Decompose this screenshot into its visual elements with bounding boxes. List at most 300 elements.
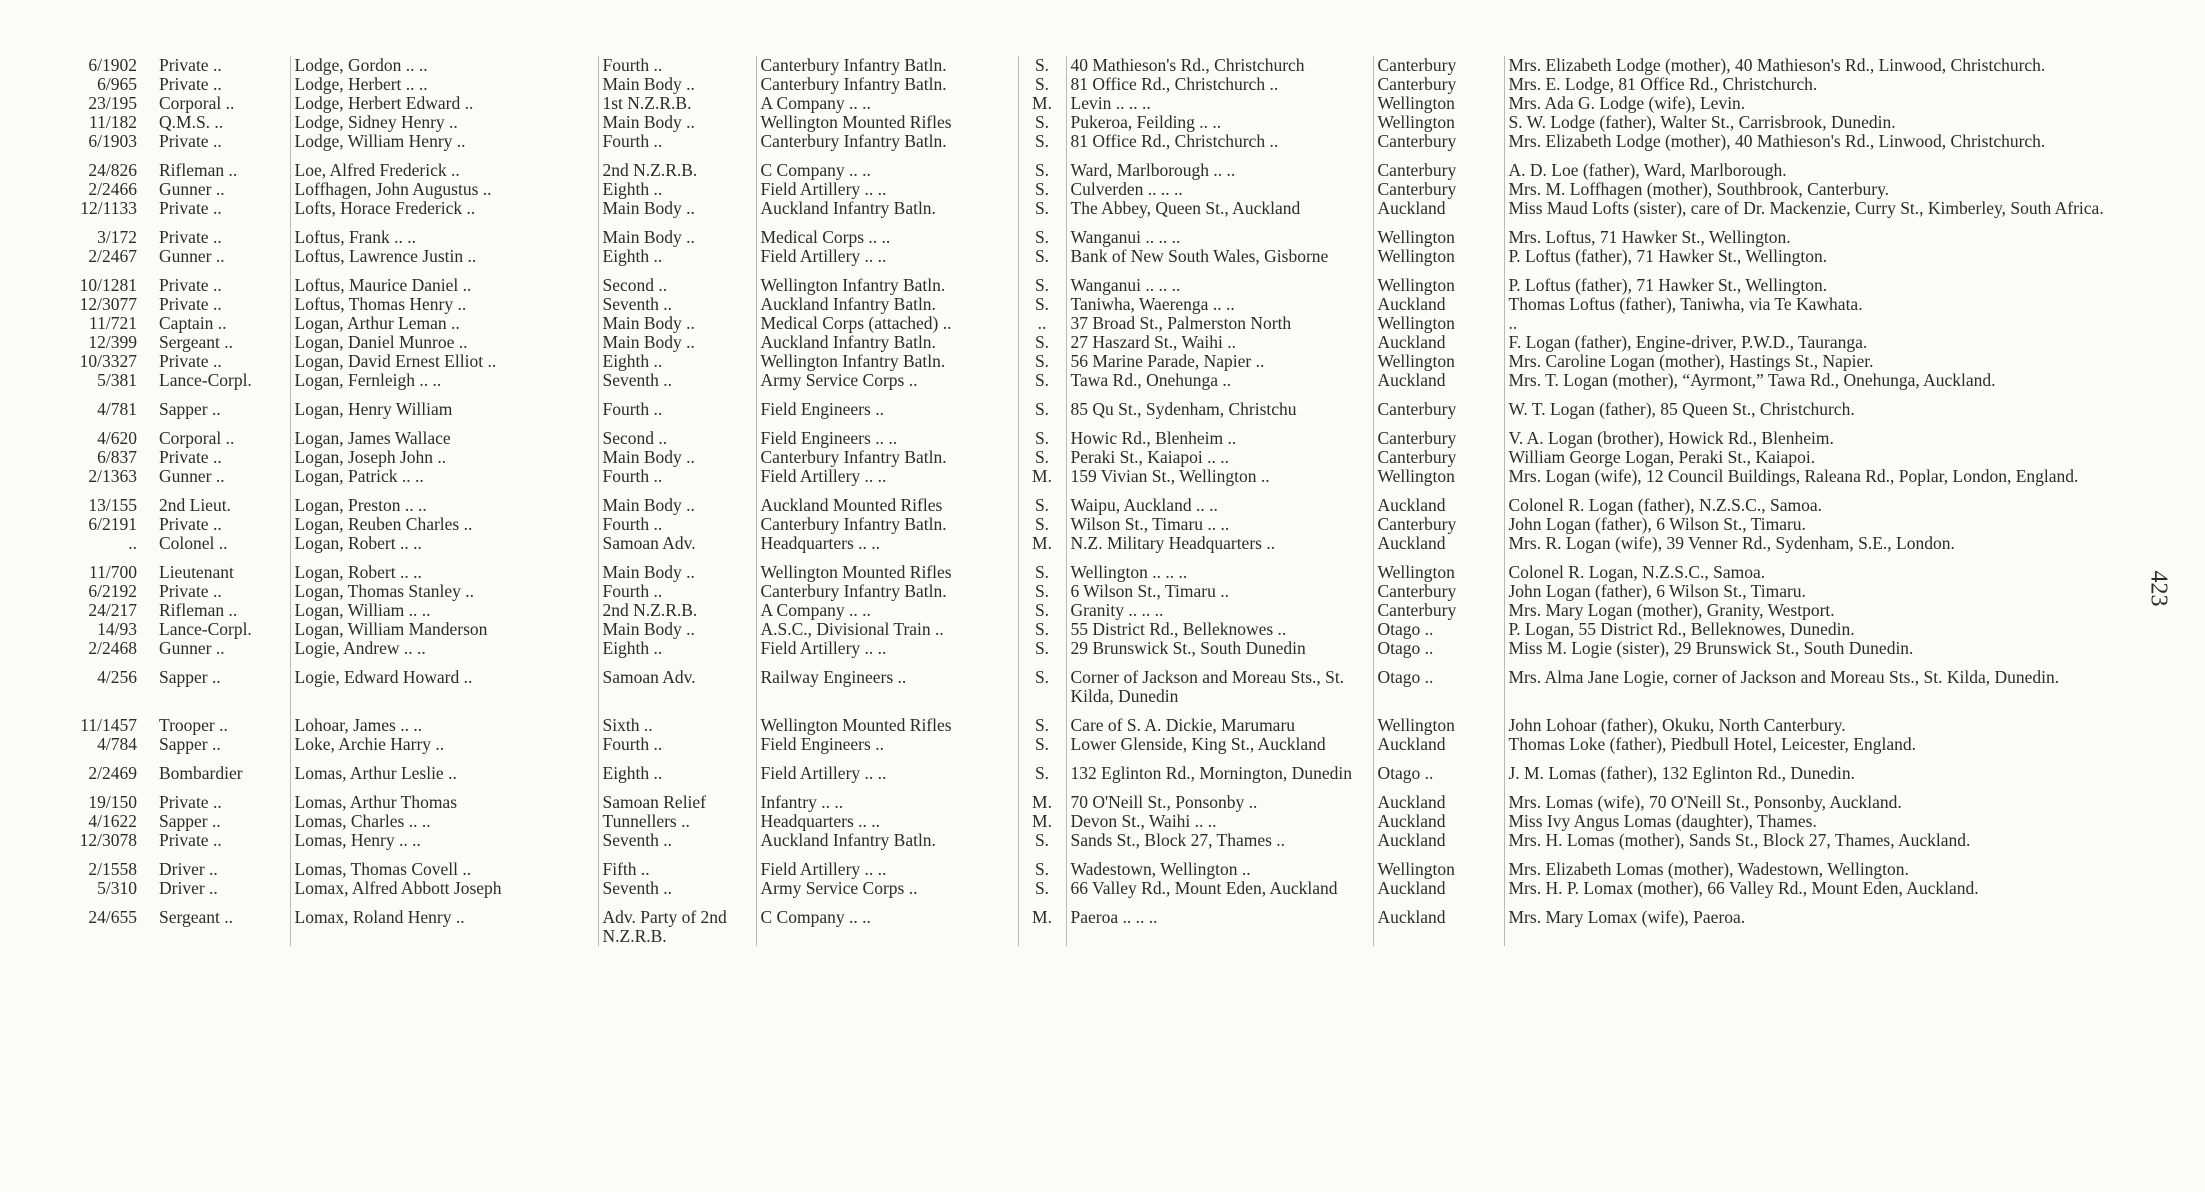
marital-status: S. xyxy=(1018,735,1066,754)
next-of-kin: Mrs. Ada G. Lodge (wife), Levin. xyxy=(1504,94,2120,113)
embarkation-unit: Fourth .. xyxy=(598,56,756,75)
table-row xyxy=(60,75,2120,94)
table-row xyxy=(60,898,2120,946)
soldier-name: Loke, Archie Harry .. xyxy=(290,735,598,754)
district: Auckland xyxy=(1373,898,1504,946)
soldier-name: Logan, Joseph John .. xyxy=(290,448,598,467)
last-address: Wilson St., Timaru .. .. xyxy=(1066,515,1373,534)
soldier-name: Logan, Reuben Charles .. xyxy=(290,515,598,534)
service-number: 12/399 xyxy=(88,333,137,352)
corps-unit: Infantry .. .. xyxy=(756,783,1018,812)
table-row xyxy=(60,113,2120,132)
service-number: 2/2467 xyxy=(88,247,137,266)
rank: Lieutenant xyxy=(159,562,234,582)
table-row xyxy=(60,333,2120,352)
embarkation-unit: Samoan Relief xyxy=(598,783,756,812)
district: Wellington xyxy=(1373,850,1504,879)
district: Canterbury xyxy=(1373,180,1504,199)
service-number: 2/2466 xyxy=(88,180,137,199)
marital-status: S. xyxy=(1018,113,1066,132)
last-address: 81 Office Rd., Christchurch .. xyxy=(1066,132,1373,151)
soldier-name: Lomax, Alfred Abbott Joseph xyxy=(290,879,598,898)
table-row xyxy=(60,218,2120,247)
last-address: Wanganui .. .. .. xyxy=(1066,266,1373,295)
last-address: Pukeroa, Feilding .. .. xyxy=(1066,113,1373,132)
embarkation-unit: Main Body .. xyxy=(598,199,756,218)
next-of-kin: Mrs. Caroline Logan (mother), Hastings St., Napier. xyxy=(1504,352,2120,371)
embarkation-unit: Main Body .. xyxy=(598,113,756,132)
service-number: 12/3078 xyxy=(79,831,137,850)
last-address: Wadestown, Wellington .. xyxy=(1066,850,1373,879)
rank: Rifleman .. xyxy=(159,160,238,180)
embarkation-unit: Main Body .. xyxy=(598,333,756,352)
district: Canterbury xyxy=(1373,582,1504,601)
marital-status: S. xyxy=(1018,553,1066,582)
nominal-roll-table xyxy=(60,56,2120,946)
soldier-name: Logan, William .. .. xyxy=(290,601,598,620)
soldier-name: Lomas, Thomas Covell .. xyxy=(290,850,598,879)
service-number: 5/310 xyxy=(97,879,137,898)
next-of-kin: Mrs. Logan (wife), 12 Council Buildings, Raleana Rd., Poplar, London, England. xyxy=(1504,467,2120,486)
rank: Private .. xyxy=(159,792,222,812)
embarkation-unit: Eighth .. xyxy=(598,180,756,199)
service-number: 4/781 xyxy=(97,399,137,419)
marital-status: S. xyxy=(1018,754,1066,783)
rank: Driver .. xyxy=(159,879,218,898)
table-row xyxy=(60,132,2120,151)
next-of-kin: Miss M. Logie (sister), 29 Brunswick St., South Dunedin. xyxy=(1504,639,2120,658)
marital-status: S. xyxy=(1018,582,1066,601)
marital-status: S. xyxy=(1018,850,1066,879)
next-of-kin: Colonel R. Logan, N.Z.S.C., Samoa. xyxy=(1504,553,2120,582)
last-address: 29 Brunswick St., South Dunedin xyxy=(1066,639,1373,658)
rank: Sapper .. xyxy=(159,812,221,831)
next-of-kin: Mrs. M. Loffhagen (mother), Southbrook, Canterbury. xyxy=(1504,180,2120,199)
district: Auckland xyxy=(1373,534,1504,553)
embarkation-unit: 2nd N.Z.R.B. xyxy=(598,151,756,180)
rank: Private .. xyxy=(159,295,222,314)
last-address: The Abbey, Queen St., Auckland xyxy=(1066,199,1373,218)
soldier-name: Logie, Edward Howard .. xyxy=(290,658,598,706)
service-number: 12/1133 xyxy=(80,199,137,218)
corps-unit: C Company .. .. xyxy=(756,151,1018,180)
marital-status: S. xyxy=(1018,266,1066,295)
next-of-kin: Mrs. Alma Jane Logie, corner of Jackson and Moreau Sts., St. Kilda, Dunedin. xyxy=(1504,658,2120,706)
next-of-kin: .. xyxy=(1504,314,2120,333)
corps-unit: Field Engineers .. .. xyxy=(756,419,1018,448)
next-of-kin: S. W. Lodge (father), Walter St., Carrisbrook, Dunedin. xyxy=(1504,113,2120,132)
corps-unit: Army Service Corps .. xyxy=(756,879,1018,898)
corps-unit: Field Artillery .. .. xyxy=(756,180,1018,199)
marital-status: .. xyxy=(1018,314,1066,333)
soldier-name: Logan, Robert .. .. xyxy=(290,534,598,553)
district: Auckland xyxy=(1373,735,1504,754)
rank: Private .. xyxy=(159,56,222,75)
last-address: Culverden .. .. .. xyxy=(1066,180,1373,199)
embarkation-unit: Second .. xyxy=(598,266,756,295)
marital-status: M. xyxy=(1018,812,1066,831)
corps-unit: Wellington Mounted Rifles xyxy=(756,553,1018,582)
embarkation-unit: Fourth .. xyxy=(598,735,756,754)
marital-status: S. xyxy=(1018,352,1066,371)
last-address: Waipu, Auckland .. .. xyxy=(1066,486,1373,515)
rank: Gunner .. xyxy=(159,639,225,658)
marital-status: S. xyxy=(1018,831,1066,850)
embarkation-unit: Main Body .. xyxy=(598,75,756,94)
rank: Lance-Corpl. xyxy=(159,371,252,390)
soldier-name: Lomas, Arthur Thomas xyxy=(290,783,598,812)
table-row xyxy=(60,850,2120,879)
service-number: 4/256 xyxy=(97,667,137,687)
district: Otago .. xyxy=(1373,620,1504,639)
next-of-kin: John Logan (father), 6 Wilson St., Timaru. xyxy=(1504,515,2120,534)
corps-unit: Field Artillery .. .. xyxy=(756,247,1018,266)
rank: Bombardier xyxy=(159,763,243,783)
service-number: 6/837 xyxy=(97,448,137,467)
table-row xyxy=(60,486,2120,515)
next-of-kin: J. M. Lomas (father), 132 Eglinton Rd., Dunedin. xyxy=(1504,754,2120,783)
rank: Private .. xyxy=(159,582,222,601)
district: Auckland xyxy=(1373,199,1504,218)
last-address: 6 Wilson St., Timaru .. xyxy=(1066,582,1373,601)
table-row xyxy=(60,199,2120,218)
corps-unit: Canterbury Infantry Batln. xyxy=(756,132,1018,151)
service-number: 2/2468 xyxy=(88,639,137,658)
embarkation-unit: Seventh .. xyxy=(598,295,756,314)
table-row xyxy=(60,735,2120,754)
district: Canterbury xyxy=(1373,601,1504,620)
rank: Sergeant .. xyxy=(159,907,234,927)
marital-status: S. xyxy=(1018,639,1066,658)
marital-status: M. xyxy=(1018,898,1066,946)
service-number: 6/1903 xyxy=(88,132,137,151)
next-of-kin: P. Loftus (father), 71 Hawker St., Wellington. xyxy=(1504,266,2120,295)
table-row xyxy=(60,831,2120,850)
soldier-name: Lomas, Charles .. .. xyxy=(290,812,598,831)
district: Canterbury xyxy=(1373,75,1504,94)
corps-unit: Wellington Infantry Batln. xyxy=(756,352,1018,371)
embarkation-unit: Eighth .. xyxy=(598,754,756,783)
embarkation-unit: Adv. Party of 2nd N.Z.R.B. xyxy=(598,898,756,946)
last-address: Granity .. .. .. xyxy=(1066,601,1373,620)
district: Auckland xyxy=(1373,831,1504,850)
embarkation-unit: 1st N.Z.R.B. xyxy=(598,94,756,113)
soldier-name: Logan, Thomas Stanley .. xyxy=(290,582,598,601)
service-number: 13/155 xyxy=(88,495,137,515)
last-address: N.Z. Military Headquarters .. xyxy=(1066,534,1373,553)
district: Canterbury xyxy=(1373,56,1504,75)
rank: 2nd Lieut. xyxy=(159,495,231,515)
service-number: 14/93 xyxy=(97,620,137,639)
next-of-kin: Colonel R. Logan (father), N.Z.S.C., Samoa. xyxy=(1504,486,2120,515)
next-of-kin: Mrs. Lomas (wife), 70 O'Neill St., Ponsonby, Auckland. xyxy=(1504,783,2120,812)
marital-status: S. xyxy=(1018,247,1066,266)
marital-status: S. xyxy=(1018,601,1066,620)
soldier-name: Lohoar, James .. .. xyxy=(290,706,598,735)
service-number: 12/3077 xyxy=(79,295,137,314)
last-address: 56 Marine Parade, Napier .. xyxy=(1066,352,1373,371)
marital-status: S. xyxy=(1018,706,1066,735)
rank: Sergeant .. xyxy=(159,333,234,352)
next-of-kin: Thomas Loke (father), Piedbull Hotel, Leicester, England. xyxy=(1504,735,2120,754)
embarkation-unit: Samoan Adv. xyxy=(598,658,756,706)
district: Wellington xyxy=(1373,94,1504,113)
table-row xyxy=(60,352,2120,371)
page-number: 423 xyxy=(2145,570,2172,607)
district: Wellington xyxy=(1373,113,1504,132)
table-row xyxy=(60,754,2120,783)
corps-unit: Wellington Mounted Rifles xyxy=(756,706,1018,735)
service-number: 4/1622 xyxy=(88,812,137,831)
soldier-name: Lofts, Horace Frederick .. xyxy=(290,199,598,218)
corps-unit: Headquarters .. .. xyxy=(756,812,1018,831)
district: Wellington xyxy=(1373,218,1504,247)
embarkation-unit: Fourth .. xyxy=(598,582,756,601)
table-row xyxy=(60,448,2120,467)
embarkation-unit: 2nd N.Z.R.B. xyxy=(598,601,756,620)
table-row xyxy=(60,582,2120,601)
service-number: 2/1558 xyxy=(88,859,137,879)
embarkation-unit: Seventh .. xyxy=(598,371,756,390)
soldier-name: Logan, Daniel Munroe .. xyxy=(290,333,598,352)
embarkation-unit: Eighth .. xyxy=(598,352,756,371)
last-address: 66 Valley Rd., Mount Eden, Auckland xyxy=(1066,879,1373,898)
last-address: Lower Glenside, King St., Auckland xyxy=(1066,735,1373,754)
last-address: Taniwha, Waerenga .. .. xyxy=(1066,295,1373,314)
embarkation-unit: Sixth .. xyxy=(598,706,756,735)
district: Auckland xyxy=(1373,812,1504,831)
corps-unit: A Company .. .. xyxy=(756,94,1018,113)
district: Auckland xyxy=(1373,333,1504,352)
embarkation-unit: Eighth .. xyxy=(598,639,756,658)
last-address: 132 Eglinton Rd., Mornington, Dunedin xyxy=(1066,754,1373,783)
soldier-name: Logan, Arthur Leman .. xyxy=(290,314,598,333)
service-number: 24/217 xyxy=(88,601,137,620)
soldier-name: Logan, Preston .. .. xyxy=(290,486,598,515)
rank: Q.M.S. .. xyxy=(159,113,224,132)
soldier-name: Loftus, Frank .. .. xyxy=(290,218,598,247)
service-number: 11/700 xyxy=(89,562,137,582)
district: Canterbury xyxy=(1373,151,1504,180)
soldier-name: Lomas, Arthur Leslie .. xyxy=(290,754,598,783)
table-row xyxy=(60,56,2120,75)
next-of-kin: A. D. Loe (father), Ward, Marlborough. xyxy=(1504,151,2120,180)
soldier-name: Logan, Henry William xyxy=(290,390,598,419)
next-of-kin: Miss Maud Lofts (sister), care of Dr. Mackenzie, Curry St., Kimberley, South Africa. xyxy=(1504,199,2120,218)
marital-status: M. xyxy=(1018,94,1066,113)
soldier-name: Lodge, William Henry .. xyxy=(290,132,598,151)
table-row xyxy=(60,371,2120,390)
corps-unit: Canterbury Infantry Batln. xyxy=(756,582,1018,601)
last-address: 81 Office Rd., Christchurch .. xyxy=(1066,75,1373,94)
rank: Driver .. xyxy=(159,859,218,879)
next-of-kin: W. T. Logan (father), 85 Queen St., Christchurch. xyxy=(1504,390,2120,419)
last-address: Levin .. .. .. xyxy=(1066,94,1373,113)
last-address: 40 Mathieson's Rd., Christchurch xyxy=(1066,56,1373,75)
district: Canterbury xyxy=(1373,390,1504,419)
service-number: 11/1457 xyxy=(80,715,137,735)
service-number: 10/3327 xyxy=(79,352,137,371)
next-of-kin: Mrs. R. Logan (wife), 39 Venner Rd., Sydenham, S.E., London. xyxy=(1504,534,2120,553)
marital-status: S. xyxy=(1018,132,1066,151)
table-row xyxy=(60,94,2120,113)
embarkation-unit: Fourth .. xyxy=(598,132,756,151)
table-row xyxy=(60,266,2120,295)
next-of-kin: Mrs. Elizabeth Lodge (mother), 40 Mathieson's Rd., Linwood, Christchurch. xyxy=(1504,56,2120,75)
corps-unit: Canterbury Infantry Batln. xyxy=(756,448,1018,467)
next-of-kin: Miss Ivy Angus Lomas (daughter), Thames. xyxy=(1504,812,2120,831)
table-row xyxy=(60,151,2120,180)
last-address: Care of S. A. Dickie, Marumaru xyxy=(1066,706,1373,735)
marital-status: M. xyxy=(1018,783,1066,812)
table-row xyxy=(60,295,2120,314)
table-row xyxy=(60,879,2120,898)
embarkation-unit: Main Body .. xyxy=(598,486,756,515)
rank: Gunner .. xyxy=(159,467,225,486)
district: Auckland xyxy=(1373,783,1504,812)
last-address: 159 Vivian St., Wellington .. xyxy=(1066,467,1373,486)
marital-status: M. xyxy=(1018,534,1066,553)
embarkation-unit: Seventh .. xyxy=(598,879,756,898)
district: Auckland xyxy=(1373,486,1504,515)
embarkation-unit: Main Body .. xyxy=(598,620,756,639)
corps-unit: Field Engineers .. xyxy=(756,735,1018,754)
corps-unit: Canterbury Infantry Batln. xyxy=(756,56,1018,75)
embarkation-unit: Samoan Adv. xyxy=(598,534,756,553)
district: Canterbury xyxy=(1373,419,1504,448)
table-row xyxy=(60,658,2120,706)
marital-status: S. xyxy=(1018,180,1066,199)
soldier-name: Logan, James Wallace xyxy=(290,419,598,448)
soldier-name: Lodge, Gordon .. .. xyxy=(290,56,598,75)
district: Otago .. xyxy=(1373,639,1504,658)
corps-unit: A Company .. .. xyxy=(756,601,1018,620)
corps-unit: Wellington Infantry Batln. xyxy=(756,266,1018,295)
table-row xyxy=(60,419,2120,448)
marital-status: S. xyxy=(1018,515,1066,534)
table-row xyxy=(60,812,2120,831)
marital-status: S. xyxy=(1018,295,1066,314)
marital-status: S. xyxy=(1018,658,1066,706)
embarkation-unit: Fifth .. xyxy=(598,850,756,879)
district: Wellington xyxy=(1373,467,1504,486)
embarkation-unit: Main Body .. xyxy=(598,553,756,582)
marital-status: S. xyxy=(1018,390,1066,419)
soldier-name: Logan, Robert .. .. xyxy=(290,553,598,582)
rank: Colonel .. xyxy=(159,534,228,553)
corps-unit: Auckland Infantry Batln. xyxy=(756,199,1018,218)
soldier-name: Loftus, Thomas Henry .. xyxy=(290,295,598,314)
service-number: 4/784 xyxy=(97,735,137,754)
soldier-name: Lomas, Henry .. .. xyxy=(290,831,598,850)
table-row xyxy=(60,314,2120,333)
service-number: 24/655 xyxy=(88,907,137,927)
table-row xyxy=(60,247,2120,266)
table-row xyxy=(60,534,2120,553)
next-of-kin: Mrs. Mary Logan (mother), Granity, Westport. xyxy=(1504,601,2120,620)
rank: Sapper .. xyxy=(159,399,221,419)
corps-unit: Canterbury Infantry Batln. xyxy=(756,75,1018,94)
service-number: 2/2469 xyxy=(88,763,137,783)
next-of-kin: Mrs. Mary Lomax (wife), Paeroa. xyxy=(1504,898,2120,946)
embarkation-unit: Tunnellers .. xyxy=(598,812,756,831)
corps-unit: Auckland Infantry Batln. xyxy=(756,333,1018,352)
rank: Corporal .. xyxy=(159,94,235,113)
last-address: Paeroa .. .. .. xyxy=(1066,898,1373,946)
marital-status: S. xyxy=(1018,218,1066,247)
service-number: 11/721 xyxy=(89,314,137,333)
rank: Gunner .. xyxy=(159,247,225,266)
rank: Rifleman .. xyxy=(159,601,238,620)
soldier-name: Logan, William Manderson xyxy=(290,620,598,639)
last-address: 37 Broad St., Palmerston North xyxy=(1066,314,1373,333)
corps-unit: Wellington Mounted Rifles xyxy=(756,113,1018,132)
next-of-kin: V. A. Logan (brother), Howick Rd., Blenheim. xyxy=(1504,419,2120,448)
soldier-name: Logan, Patrick .. .. xyxy=(290,467,598,486)
table-row xyxy=(60,390,2120,419)
service-number: 11/182 xyxy=(89,113,137,132)
soldier-name: Loffhagen, John Augustus .. xyxy=(290,180,598,199)
soldier-name: Loe, Alfred Frederick .. xyxy=(290,151,598,180)
next-of-kin: Mrs. Loftus, 71 Hawker St., Wellington. xyxy=(1504,218,2120,247)
next-of-kin: F. Logan (father), Engine-driver, P.W.D., Tauranga. xyxy=(1504,333,2120,352)
next-of-kin: William George Logan, Peraki St., Kaiapoi. xyxy=(1504,448,2120,467)
next-of-kin: Mrs. E. Lodge, 81 Office Rd., Christchurch. xyxy=(1504,75,2120,94)
last-address: Corner of Jackson and Moreau Sts., St. Kilda, Dunedin xyxy=(1066,658,1373,706)
marital-status: S. xyxy=(1018,419,1066,448)
rank: Private .. xyxy=(159,132,222,151)
service-number: 3/172 xyxy=(97,227,137,247)
soldier-name: Logan, Fernleigh .. .. xyxy=(290,371,598,390)
table-row xyxy=(60,515,2120,534)
next-of-kin: Thomas Loftus (father), Taniwha, via Te Kawhata. xyxy=(1504,295,2120,314)
next-of-kin: Mrs. H. P. Lomax (mother), 66 Valley Rd., Mount Eden, Auckland. xyxy=(1504,879,2120,898)
district: Wellington xyxy=(1373,553,1504,582)
district: Canterbury xyxy=(1373,448,1504,467)
district: Canterbury xyxy=(1373,515,1504,534)
rank: Gunner .. xyxy=(159,180,225,199)
last-address: Tawa Rd., Onehunga .. xyxy=(1066,371,1373,390)
corps-unit: Auckland Mounted Rifles xyxy=(756,486,1018,515)
service-number: 4/620 xyxy=(97,428,137,448)
table-row xyxy=(60,620,2120,639)
marital-status: S. xyxy=(1018,151,1066,180)
last-address: 70 O'Neill St., Ponsonby .. xyxy=(1066,783,1373,812)
rank: Private .. xyxy=(159,275,222,295)
marital-status: M. xyxy=(1018,467,1066,486)
soldier-name: Loftus, Lawrence Justin .. xyxy=(290,247,598,266)
district: Wellington xyxy=(1373,247,1504,266)
table-row xyxy=(60,180,2120,199)
embarkation-unit: Fourth .. xyxy=(598,515,756,534)
last-address: Peraki St., Kaiapoi .. .. xyxy=(1066,448,1373,467)
corps-unit: C Company .. .. xyxy=(756,898,1018,946)
corps-unit: Army Service Corps .. xyxy=(756,371,1018,390)
district: Otago .. xyxy=(1373,658,1504,706)
next-of-kin: Mrs. H. Lomas (mother), Sands St., Block 27, Thames, Auckland. xyxy=(1504,831,2120,850)
embarkation-unit: Main Body .. xyxy=(598,314,756,333)
corps-unit: Field Engineers .. xyxy=(756,390,1018,419)
marital-status: S. xyxy=(1018,75,1066,94)
service-number: 10/1281 xyxy=(79,275,137,295)
district: Wellington xyxy=(1373,314,1504,333)
corps-unit: Medical Corps (attached) .. xyxy=(756,314,1018,333)
corps-unit: A.S.C., Divisional Train .. xyxy=(756,620,1018,639)
last-address: Sands St., Block 27, Thames .. xyxy=(1066,831,1373,850)
rank: Private .. xyxy=(159,448,222,467)
marital-status: S. xyxy=(1018,486,1066,515)
last-address: 55 District Rd., Belleknowes .. xyxy=(1066,620,1373,639)
